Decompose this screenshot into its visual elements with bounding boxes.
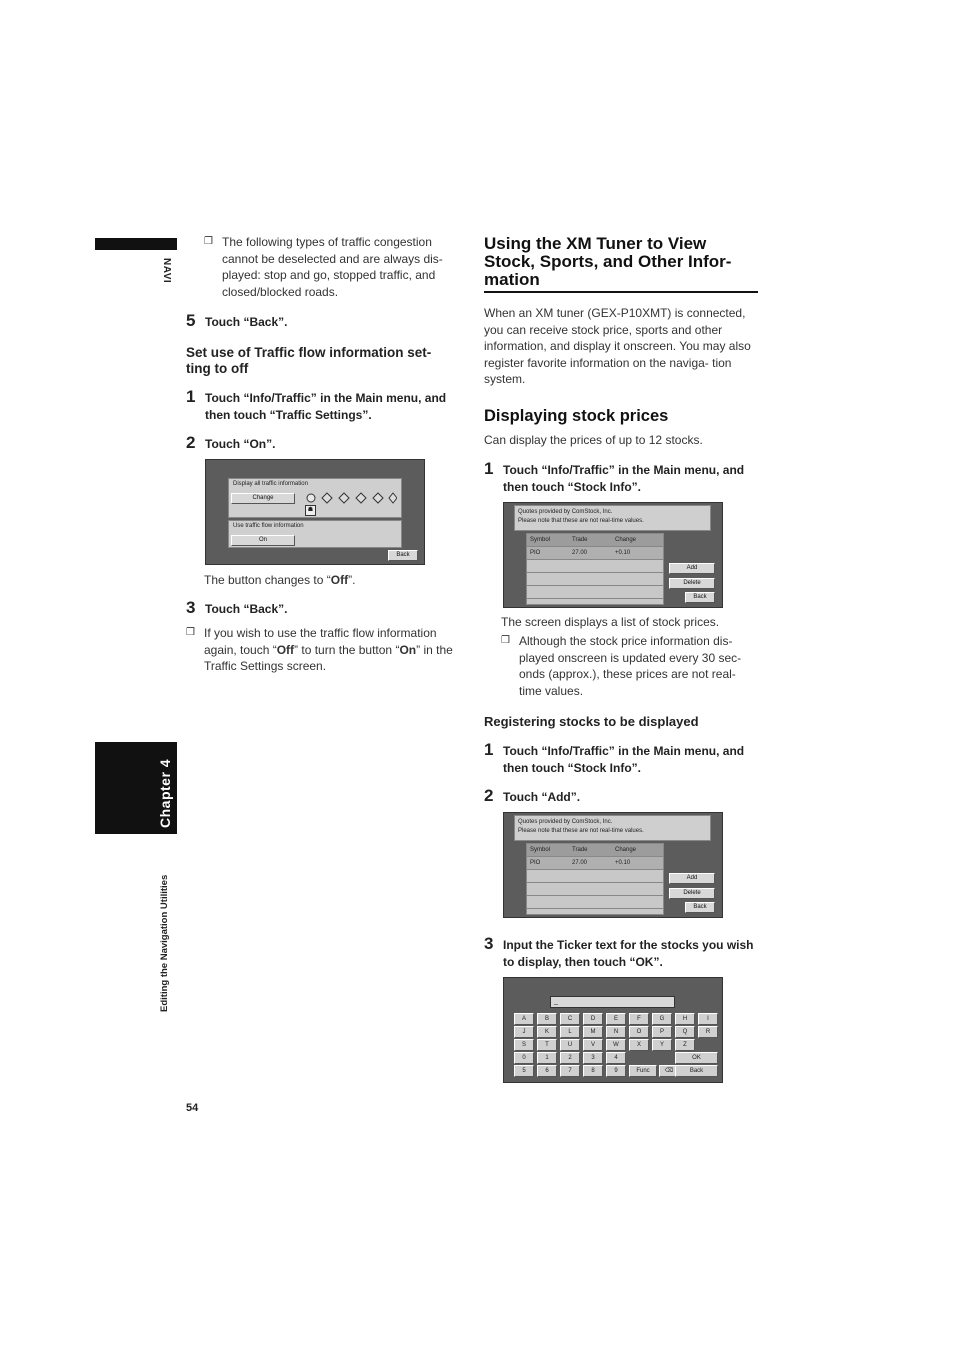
chapter-tab <box>95 742 177 834</box>
caption-text: The button changes to “ <box>204 573 331 587</box>
key-l[interactable]: L <box>560 1026 580 1038</box>
note-on: On <box>399 642 417 657</box>
step-text: Touch “Add”. <box>503 790 581 804</box>
key-j[interactable]: J <box>514 1026 534 1038</box>
key-9[interactable]: 9 <box>606 1065 626 1077</box>
key-1[interactable]: 1 <box>537 1052 557 1064</box>
step-number: 5 <box>186 311 196 330</box>
heading-displaying-stock-prices: Displaying stock prices <box>484 407 669 425</box>
key-h[interactable]: H <box>675 1013 695 1025</box>
stock-info-screenshot-2 <box>503 812 723 918</box>
col-trade: Trade <box>572 847 588 853</box>
intro-text: When an XM tuner (GEX-P10XMT) is connected, you can receive stock price, sports and other information, and display it onscreen. You may also register favorite information on the naviga- tion system. <box>484 306 751 386</box>
step-5 <box>186 312 456 331</box>
key-5[interactable]: 5 <box>514 1065 534 1077</box>
step-text: Touch “Back”. <box>205 315 288 329</box>
stock-notice-panel <box>514 815 711 841</box>
delete-button[interactable]: Delete <box>669 578 715 589</box>
key-2[interactable]: 2 <box>560 1052 580 1064</box>
stock-list[interactable] <box>526 843 664 915</box>
note-text: The following types of traffic congestion cannot be deselected and are always dis- played: stop and go, stopped traffic, and closed/blocked roads. <box>222 235 443 299</box>
notice-line: Quotes provided by ComStock, Inc. <box>518 509 613 515</box>
caption-text: ”. <box>348 573 356 587</box>
col-change: Change <box>615 537 637 543</box>
table-row[interactable] <box>527 573 663 586</box>
back-button[interactable]: Back <box>388 550 418 561</box>
notice-line: Please note that these are not real-time values. <box>518 518 644 524</box>
cell-symbol: PIO <box>530 550 541 556</box>
note-text <box>204 625 456 675</box>
stock-count-text: Can display the prices of up to 12 stocks. <box>484 433 703 447</box>
step-number: 1 <box>186 387 196 406</box>
step-text: Touch “On”. <box>205 437 276 451</box>
note-traffic-flow-again <box>186 625 456 675</box>
key-ok[interactable]: OK <box>675 1052 718 1064</box>
stock-list-header <box>527 534 663 547</box>
step-text: Input the Ticker text for the stocks you wish to display, then touch “OK”. <box>503 938 754 969</box>
key-x[interactable]: X <box>629 1039 649 1051</box>
col-change: Change <box>615 847 637 853</box>
cell-trade: 27.00 <box>572 860 588 866</box>
col-trade: Trade <box>572 537 588 543</box>
traffic-settings-screenshot <box>205 459 425 565</box>
note-part: ” to turn the button “ <box>294 642 400 657</box>
key-q[interactable]: Q <box>675 1026 695 1038</box>
step-number: 3 <box>484 934 494 953</box>
cell-change: +0.10 <box>615 550 631 556</box>
stock-list-header <box>527 844 663 857</box>
step-number: 1 <box>484 740 494 759</box>
caption-off: Off <box>330 573 349 587</box>
section-title: Using the XM Tuner to View Stock, Sports, and Other Infor- mation <box>484 234 732 289</box>
key-k[interactable]: K <box>537 1026 557 1038</box>
note-part: If you wish to use the traffic flow information again, touch “ <box>204 626 437 657</box>
table-row[interactable] <box>527 560 663 573</box>
navi-label: NAVI <box>161 258 172 284</box>
title-rule <box>484 291 758 293</box>
key-func[interactable]: Func <box>629 1065 657 1077</box>
step-1-stock <box>484 460 758 496</box>
delete-button[interactable]: Delete <box>669 888 715 899</box>
key-i[interactable]: I <box>698 1013 718 1025</box>
cell-trade: 27.00 <box>572 550 588 556</box>
key-z[interactable]: Z <box>675 1039 695 1051</box>
key-f[interactable]: F <box>629 1013 649 1025</box>
key-s[interactable]: S <box>514 1039 534 1051</box>
table-row[interactable] <box>527 586 663 599</box>
cell-change: +0.10 <box>615 860 631 866</box>
cell-symbol: PIO <box>530 860 541 866</box>
key-b[interactable]: B <box>537 1013 557 1025</box>
key-w[interactable]: W <box>606 1039 626 1051</box>
page-number: 54 <box>186 1102 199 1114</box>
key-t[interactable]: T <box>537 1039 557 1051</box>
notice-line: Please note that these are not real-time values. <box>518 828 644 834</box>
note-text: Although the stock price information dis- played onscreen is updated every 30 sec- onds (approx.), these prices are not real- time values. <box>519 634 742 698</box>
step-2 <box>186 434 456 453</box>
note-off: Off <box>276 642 295 657</box>
key-u[interactable]: U <box>560 1039 580 1051</box>
key-v[interactable]: V <box>583 1039 603 1051</box>
change-button[interactable]: Change <box>231 493 295 504</box>
note-checkbox-icon: ❒ <box>186 627 195 638</box>
step-number: 3 <box>186 598 196 617</box>
table-row[interactable] <box>527 883 663 896</box>
step-1-register <box>484 741 758 777</box>
chapter-label: Chapter 4 <box>157 758 173 828</box>
step-text: Touch “Info/Traffic” in the Main menu, and then touch “Traffic Settings”. <box>205 391 447 422</box>
panel-title: Display all traffic information <box>233 481 308 487</box>
key-g[interactable]: G <box>652 1013 672 1025</box>
key-d[interactable]: D <box>583 1013 603 1025</box>
key-0[interactable]: 0 <box>514 1052 534 1064</box>
stock-info-screenshot <box>503 502 723 608</box>
back-button[interactable]: Back <box>685 592 715 603</box>
stock-notice-panel <box>514 505 711 531</box>
col-symbol: Symbol <box>530 537 551 543</box>
table-row[interactable] <box>527 870 663 883</box>
key-a[interactable]: A <box>514 1013 534 1025</box>
subhead-traffic-flow: Set use of Traffic flow information set- ting to off <box>186 345 432 376</box>
subhead-registering-stocks: Registering stocks to be displayed <box>484 714 699 729</box>
step-3-register <box>484 935 758 971</box>
key-backspace[interactable]: ⌫ <box>659 1065 679 1077</box>
traffic-icons <box>305 492 397 504</box>
key-c[interactable]: C <box>560 1013 580 1025</box>
key-7[interactable]: 7 <box>560 1065 580 1077</box>
key-p[interactable]: P <box>652 1026 672 1038</box>
ticker-keyboard-screenshot <box>503 977 723 1083</box>
ticker-input[interactable]: _ <box>550 996 675 1008</box>
note-checkbox-icon: ❒ <box>204 236 213 247</box>
key-8[interactable]: 8 <box>583 1065 603 1077</box>
step-1 <box>186 388 458 424</box>
add-button[interactable]: Add <box>669 873 715 884</box>
table-row[interactable] <box>527 896 663 909</box>
key-6[interactable]: 6 <box>537 1065 557 1077</box>
stock-list[interactable] <box>526 533 664 605</box>
step-3 <box>186 599 456 618</box>
panel-title: Use traffic flow information <box>233 523 304 529</box>
key-o[interactable]: O <box>629 1026 649 1038</box>
caption-button-changes <box>204 572 456 589</box>
person-icon: ☗ <box>305 505 316 516</box>
key-n[interactable]: N <box>606 1026 626 1038</box>
key-4[interactable]: 4 <box>606 1052 626 1064</box>
step-text: Touch “Back”. <box>205 602 288 616</box>
section-label: Editing the Navigation Utilities <box>159 874 170 1012</box>
col-symbol: Symbol <box>530 847 551 853</box>
key-y[interactable]: Y <box>652 1039 672 1051</box>
key-e[interactable]: E <box>606 1013 626 1025</box>
note-checkbox-icon: ❒ <box>501 635 510 646</box>
notice-line: Quotes provided by ComStock, Inc. <box>518 819 613 825</box>
key-back[interactable]: Back <box>675 1065 718 1077</box>
on-button[interactable]: On <box>231 535 295 546</box>
back-button[interactable]: Back <box>685 902 715 913</box>
note-congestion <box>204 234 456 300</box>
traffic-flow-panel <box>228 520 402 548</box>
step-text: Touch “Info/Traffic” in the Main menu, and then touch “Stock Info”. <box>503 463 745 494</box>
traffic-info-panel <box>228 478 402 518</box>
note-part: ” in the Traffic Settings screen. <box>204 642 453 673</box>
table-row[interactable] <box>527 857 663 870</box>
key-m[interactable]: M <box>583 1026 603 1038</box>
step-number: 1 <box>484 459 494 478</box>
key-r[interactable]: R <box>698 1026 718 1038</box>
key-3[interactable]: 3 <box>583 1052 603 1064</box>
step-number: 2 <box>186 433 196 452</box>
step-2-register <box>484 787 758 806</box>
note-real-time <box>501 633 758 699</box>
step-text: Touch “Info/Traffic” in the Main menu, and then touch “Stock Info”. <box>503 744 745 775</box>
table-row[interactable] <box>527 547 663 560</box>
navi-bar <box>95 238 177 250</box>
step-number: 2 <box>484 786 494 805</box>
caption-stock-list: The screen displays a list of stock prices. <box>501 615 720 629</box>
add-button[interactable]: Add <box>669 563 715 574</box>
